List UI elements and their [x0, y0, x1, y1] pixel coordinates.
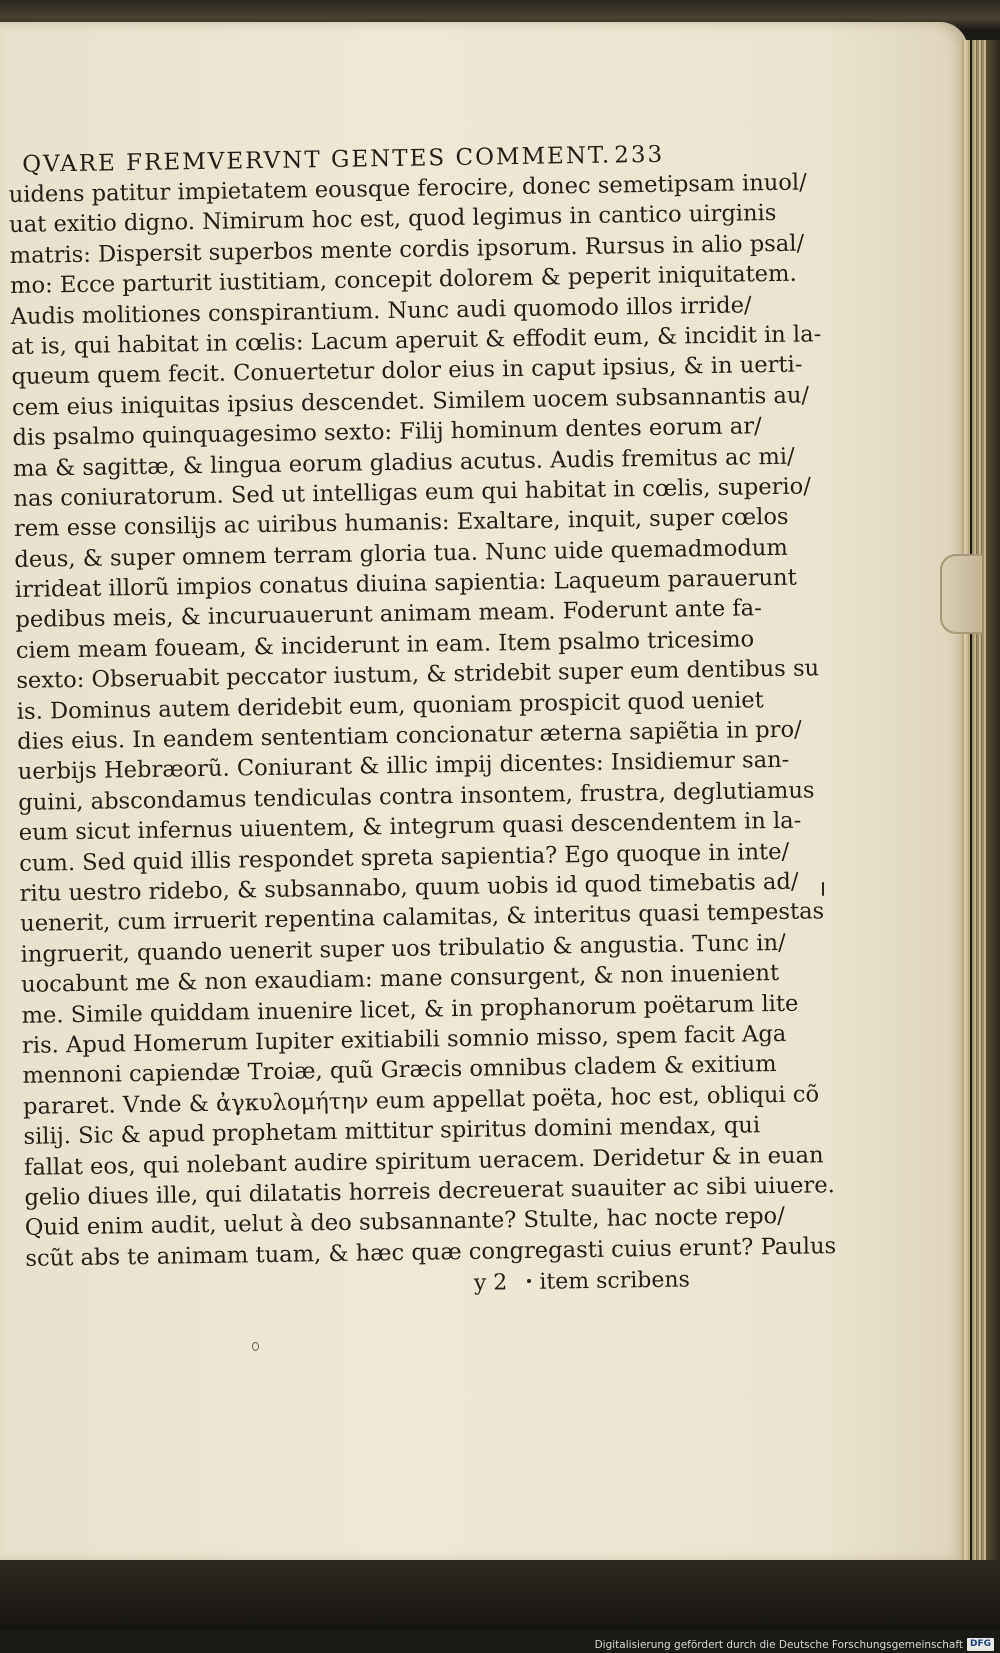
- digitization-credit: [595, 1636, 994, 1653]
- credit-text: Digitalisierung gefördert durch die Deutsche Forschungsgemeinschaft: [594, 1638, 963, 1651]
- text-line: eum sicut infernus uiuentem, & integrum quasi descendentem in la-: [18, 807, 802, 847]
- text-line: queum quem fecit. Conuertetur dolor eius in caput ipsius, & in uerti-: [11, 351, 803, 391]
- text-line: nas coniuratorum. Sed ut intelligas eum qui habitat in cœlis, superio/: [13, 473, 812, 512]
- signature-mark: y 2: [473, 1270, 508, 1296]
- catchword: item scribens: [539, 1267, 691, 1295]
- text-line: uat exitio digno. Nimirum hoc est, quod legimus in cantico uirginis: [8, 200, 777, 239]
- page-number: 233: [614, 141, 665, 169]
- text-line: at is, qui habitat in cœlis: Lacum aperuit & effodit eum, & incidit in la-: [10, 321, 822, 360]
- text-line: me. Simile quiddam inuenire licet, & in prophanorum poëtarum lite: [21, 990, 799, 1029]
- text-line: cum. Sed quid illis respondet spreta sapientia? Ego quoque in inte/: [19, 838, 790, 877]
- text-line: Audis molitiones conspirantium. Nunc audi quomodo illos irride/: [10, 291, 752, 330]
- text-line: irrideat illorũ impios conatus diuina sapientia: Laqueum parauerunt: [14, 564, 797, 604]
- margin-mark: [822, 882, 824, 896]
- paper-mark: [252, 1342, 259, 1351]
- text-line: ris. Apud Homerum Iupiter exitiabili somnio misso, spem facit Aga: [21, 1020, 787, 1059]
- text-line: ingruerit, quando uenerit super uos tribulatio & angustia. Tunc in/: [20, 929, 786, 968]
- body-text: [8, 169, 837, 1273]
- text-line: fallat eos, qui nolebant audire spiritum ueracem. Deridetur & in euan: [23, 1141, 824, 1181]
- text-line: rem esse consilijs ac uiribus humanis: Exaltare, inquit, super cœlos: [13, 504, 789, 543]
- text-line: uerbijs Hebræorũ. Coniurant & illic impij dicentes: Insidiemur san-: [17, 747, 790, 786]
- text-line: uenerit, cum irruerit repentina calamitas, & interitus quasi tempestas: [19, 898, 825, 938]
- text-line: pedibus meis, & incuruauerunt animam meam. Foderunt ante fa-: [15, 595, 762, 634]
- text-line: dis psalmo quinquagesimo sexto: Filij hominum dentes eorum ar/: [12, 413, 762, 452]
- text-line: ciem meam foueam, & inciderunt in eam. Item psalmo tricesimo: [15, 626, 755, 664]
- page-tab-marker: [940, 554, 982, 634]
- text-line: sexto: Obseruabit peccator iustum, & stridebit super eum dentibus su: [16, 655, 820, 695]
- text-line: ma & sagittæ, & lingua eorum gladius acutus. Audis fremitus ac mi/: [12, 443, 795, 482]
- text-line: is. Dominus autem deridebit eum, quoniam prospicit quod ueniet: [16, 686, 764, 725]
- text-line: Quid enim audit, uelut à deo subsannante? Stulte, hac nocte repo/: [24, 1203, 785, 1242]
- bottom-dark-band: [0, 1560, 1000, 1630]
- page-fore-edge: [960, 40, 970, 1560]
- text-line: dies eius. In eandem sententiam concionatur æterna sapiẽtia in pro/: [17, 716, 802, 755]
- text-line: deus, & super omnem terram gloria tua. Nunc uide quemadmodum: [14, 534, 788, 573]
- text-line: scũt abs te animam tuam, & hæc quæ congregasti cuius erunt? Paulus: [25, 1232, 837, 1272]
- text-block: [8, 139, 837, 1307]
- text-line: uocabunt me & non exaudiam: mane consurgent, & non inuenient: [20, 960, 780, 999]
- text-line: guini, abscondamus tendiculas contra insontem, frustra, deglutiamus: [18, 777, 815, 816]
- book-cover-edge: [986, 40, 1000, 1560]
- running-head-title: QVARE FREMVERVNT GENTES COMMENT.: [22, 142, 612, 178]
- text-line: silij. Sic & apud prophetam mittitur spiritus domini mendax, qui: [23, 1112, 761, 1150]
- page-fore-edge-inner: [972, 40, 986, 1560]
- text-line: gelio diues ille, qui dilatatis horreis decreuerat suauiter ac sibi uiuere.: [24, 1172, 836, 1211]
- dfg-logo: DFG: [967, 1638, 994, 1651]
- text-line: pararet. Vnde & ἀγκυλομήτην eum appellat poëta, hoc est, obliqui cõ: [22, 1081, 820, 1120]
- text-line: mo: Ecce parturit iustitiam, concepit dolorem & peperit iniquitatem.: [9, 260, 797, 300]
- text-line: mennoni capiendæ Troiæ, quũ Græcis omnibus cladem & exitium: [22, 1051, 777, 1090]
- text-line: matris: Dispersit superbos mente cordis ipsorum. Rursus in alio psal/: [9, 230, 805, 269]
- text-line: ritu uestro ridebo, & subsannabo, quum uobis id quod timebatis ad/: [19, 868, 799, 907]
- text-line: uidens patitur impietatem eousque ferocire, donec semetipsam inuol/: [8, 169, 807, 208]
- text-line: cem eius iniquitas ipsius descendet. Similem uocem subsannantis au/: [11, 382, 810, 421]
- ink-speck: [527, 1279, 531, 1283]
